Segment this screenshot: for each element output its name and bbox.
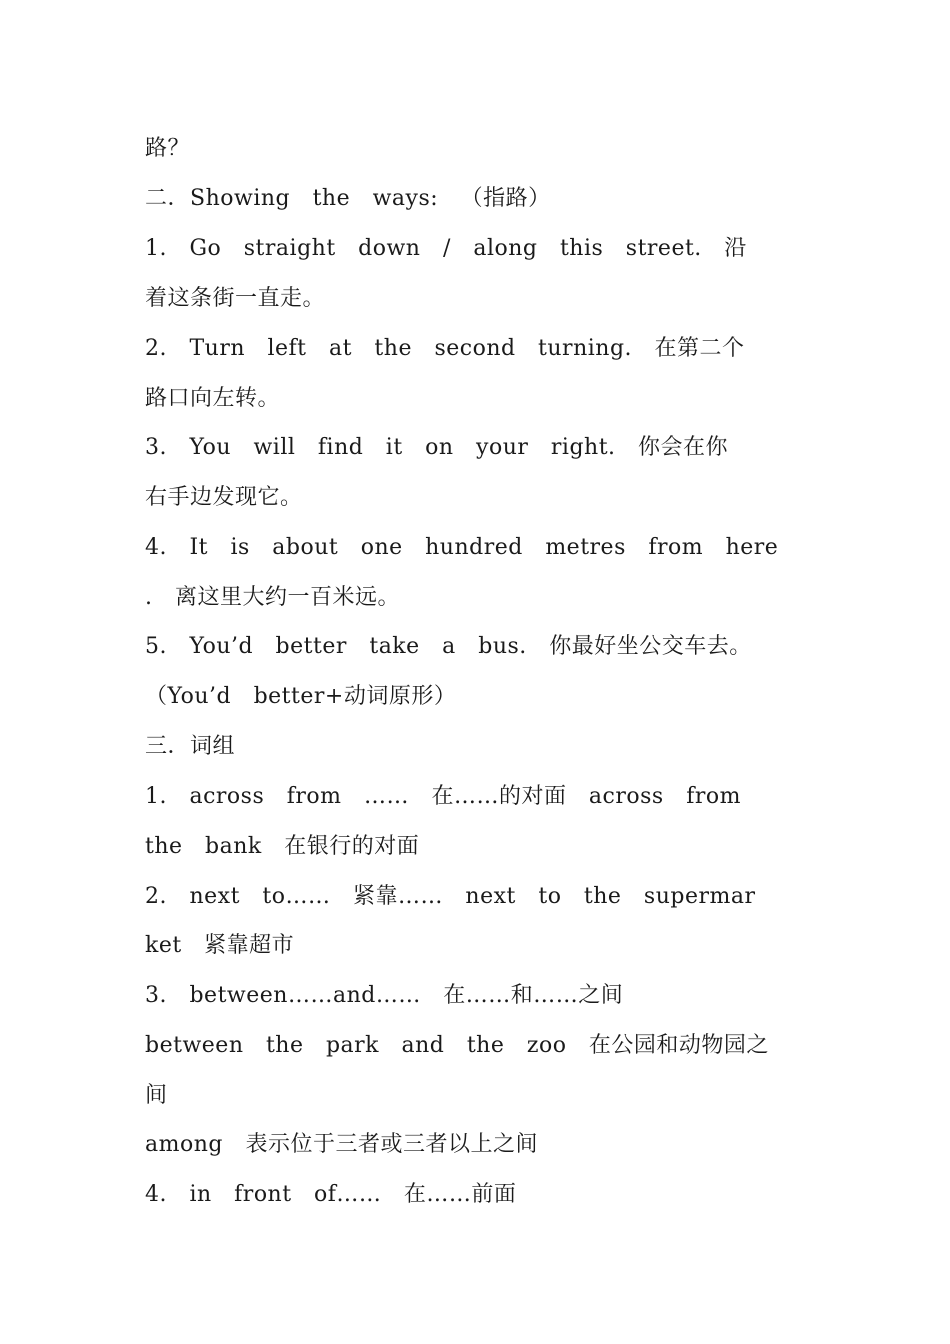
text-line: 1. Go straight down / along this street. 沿 <box>145 236 747 261</box>
text-line: 3. You will find it on your right. 你会在你 <box>145 435 729 460</box>
text-line: （You’d better+动词原形） <box>145 684 457 709</box>
section-heading-phrases: 三．词组 <box>145 734 236 759</box>
text-line: 4. in front of…… 在……前面 <box>145 1182 517 1207</box>
text-line: between the park and the zoo 在公园和动物园之 <box>145 1033 769 1058</box>
text-line: 1. across from …… 在……的对面 across from <box>145 784 741 809</box>
text-line: 2. Turn left at the second turning. 在第二个 <box>145 336 745 361</box>
text-line: 4. It is about one hundred metres from here <box>145 535 779 560</box>
text-line: 间 <box>145 1083 168 1108</box>
text-line: 路口向左转。 <box>145 386 281 411</box>
text-line: 路？ <box>145 136 191 161</box>
text-line: . 离这里大约一百米远。 <box>145 585 400 610</box>
text-line: 5. You’d better take a bus. 你最好坐公交车去。 <box>145 634 752 659</box>
text-line: the bank 在银行的对面 <box>145 834 420 859</box>
text-line: 右手边发现它。 <box>145 485 303 510</box>
section-heading-showing-ways: 二．Showing the ways: （指路） <box>145 186 551 211</box>
text-line: 3. between……and…… 在……和……之间 <box>145 983 624 1008</box>
text-line: ket 紧靠超市 <box>145 933 295 958</box>
text-line: 着这条街一直走。 <box>145 286 326 311</box>
text-line: 2. next to…… 紧靠…… next to the supermar <box>145 884 756 909</box>
text-line: among 表示位于三者或三者以上之间 <box>145 1132 538 1157</box>
